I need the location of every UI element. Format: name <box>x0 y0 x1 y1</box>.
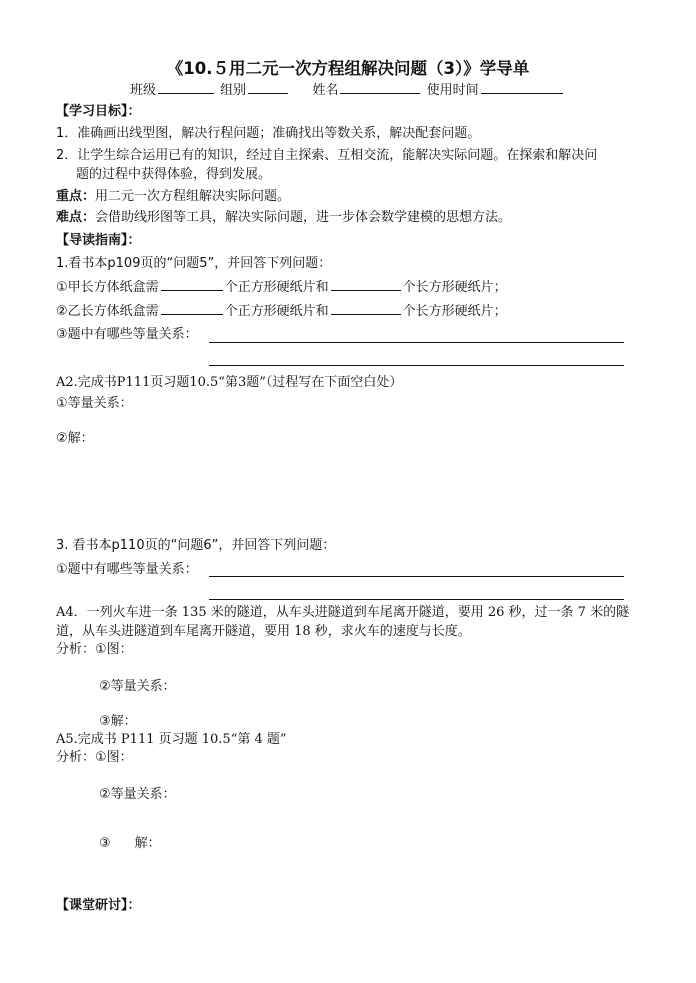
a4-solution-label: ③解： <box>99 714 137 729</box>
class-label: 班级 <box>130 83 157 98</box>
q1a-blank-1[interactable] <box>161 278 223 291</box>
question-1: 1.看书本p109页的“问题5”，并回答下列问题： <box>56 256 332 271</box>
q1b-prefix: ②乙长方体纸盒需 <box>56 304 159 319</box>
goal-item-2-line2: 题的过程中获得体验，得到发展。 <box>76 167 272 182</box>
q1b-mid: 个正方形硬纸片和 <box>224 304 329 319</box>
goal-item-1: 1．准确画出线型图，解决行程问题；准确找出等数关系，解决配套问题。 <box>56 126 481 141</box>
page-title: 《10.５用二元一次方程组解决问题（3）》学导单 <box>166 59 530 78</box>
q1a-prefix: ①甲长方体纸盒需 <box>56 280 159 295</box>
info-line <box>130 81 565 100</box>
question-3-equation: ①题中有哪些等量关系： <box>56 562 198 577</box>
a5-solution-text: 解： <box>134 836 161 851</box>
a4-analysis: 分析：①图： <box>56 642 133 657</box>
answer-line[interactable] <box>209 599 624 600</box>
difficult-point <box>56 209 511 227</box>
exercise-a5: A5.完成书 P111 页习题 10.5“第 4 题” <box>56 732 287 747</box>
class-blank[interactable] <box>158 81 214 94</box>
key-text: 用二元一次方程组解决实际问题。 <box>95 189 291 204</box>
question-1-a <box>56 278 507 297</box>
answer-line[interactable] <box>209 342 624 343</box>
a5-equation-label: ②等量关系： <box>99 787 176 802</box>
time-label: 使用时间 <box>426 83 479 98</box>
a5-solution-number: ③ <box>99 836 111 851</box>
key-label: 重点： <box>56 189 96 204</box>
a2-solution-label: ②解： <box>56 431 94 446</box>
goal-item-2-line1: 2．让学生综合运用已有的知识，经过自主探索、互相交流，能解决实际问题。在探索和解决问 <box>56 148 598 163</box>
q1b-blank-2[interactable] <box>331 302 401 315</box>
a4-equation-label: ②等量关系： <box>99 679 176 694</box>
q1b-suffix: 个长方形硬纸片； <box>402 304 507 319</box>
exercise-a4-line1: A4．一列火车进一条 135 米的隧道，从车头进隧道到车尾离开隧道，要用 26 秒，过一条 7 米的隧 <box>56 605 630 620</box>
q1a-blank-2[interactable] <box>331 278 401 291</box>
answer-line[interactable] <box>209 365 624 366</box>
exercise-a4-line2: 道，从车头进隧道到车尾离开隧道，要用 18 秒，求火车的速度与长度。 <box>56 624 471 639</box>
classroom-heading: 【课堂研讨】： <box>56 898 141 913</box>
difficult-text: 会借助线形图等工具，解决实际问题，进一步体会数学建模的思想方法。 <box>95 210 512 225</box>
a5-solution-label <box>99 835 161 853</box>
a2-equation-label: ①等量关系： <box>56 396 133 411</box>
q1a-suffix: 个长方形硬纸片； <box>402 280 507 295</box>
a5-analysis: 分析：①图： <box>56 750 133 765</box>
name-label: 姓名 <box>312 83 339 98</box>
q1b-blank-1[interactable] <box>161 302 223 315</box>
guide-heading: 【导读指南】： <box>56 233 141 248</box>
q1a-mid: 个正方形硬纸片和 <box>224 280 329 295</box>
question-3: 3. 看书本p110页的“问题6”，并回答下列问题： <box>56 538 336 553</box>
group-label: 组别 <box>220 83 247 98</box>
question-1-b <box>56 302 507 321</box>
name-blank[interactable] <box>340 81 420 94</box>
time-blank[interactable] <box>481 81 563 94</box>
group-blank[interactable] <box>248 81 288 94</box>
key-point <box>56 188 290 206</box>
answer-line[interactable] <box>209 576 624 577</box>
question-1-c: ③题中有哪些等量关系： <box>56 327 198 342</box>
exercise-a2: A2.完成书P111页习题10.5“第3题”（过程写在下面空白处） <box>56 375 403 390</box>
goals-heading: 【学习目标】： <box>56 104 141 119</box>
difficult-label: 难点： <box>56 210 96 225</box>
